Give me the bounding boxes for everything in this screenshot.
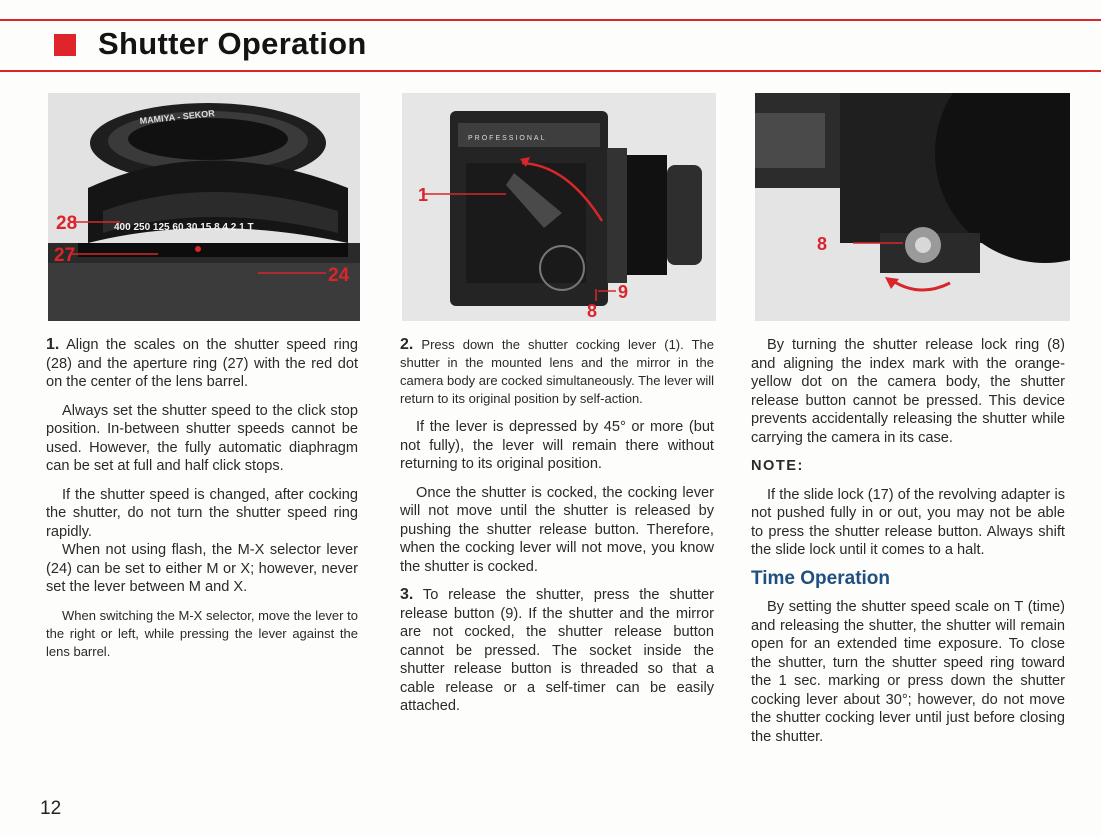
- callout-9: 9: [618, 282, 629, 302]
- text-column-2: [400, 336, 714, 726]
- release-lock-photo: [755, 93, 1070, 321]
- callout-24: 24: [328, 265, 350, 286]
- callout-1: 1: [418, 185, 429, 205]
- time-operation-heading: Time Operation: [751, 567, 891, 589]
- mx-selector-paragraph: When not using flash, the M-X selector lever (24) can be set to either M or X; however, never set the lever between M and X.: [46, 542, 358, 595]
- text-column-1: [46, 336, 358, 671]
- cocked-state-paragraph: Once the shutter is cocked, the cocking lever will not move until the shutter is released by pushing the shutter release button. Therefore, when the cocking lever will not move, you know the shutter is cocked.: [400, 484, 714, 575]
- note-paragraph: If the slide lock (17) of the revolving adapter is not pushed fully in or out, you may not be able to press the shutter release button. Always shift the slide lock until it comes to a halt.: [751, 486, 1065, 558]
- step-2-paragraph: [400, 336, 714, 408]
- lens-name-text: MAMIYA - SEKOR: [139, 108, 216, 126]
- callout-8: 8: [587, 301, 598, 321]
- page-number: 12: [40, 798, 62, 819]
- step-1-number: 1.: [46, 336, 60, 353]
- header-top-rule: [0, 19, 1101, 21]
- callout-28: 28: [56, 213, 78, 234]
- release-lock-paragraph: By turning the shutter release lock ring (8) and aligning the index mark with the orange-yellow dot on the camera body, the shutter release button cannot be pressed. This device prevents accidentally releasing the shutter while carrying the camera in its case.: [751, 337, 1065, 446]
- text-column-3: [751, 336, 1065, 756]
- shutter-click-stop-paragraph: Always set the shutter speed to the click stop position. In-between shutter speeds cannot be used. However, the fully automatic diaphragm can be set at full and half click stops.: [46, 402, 358, 474]
- callout-8-lock: 8: [817, 234, 828, 254]
- index-red-dot: [195, 246, 201, 252]
- camera-body-photo: [402, 93, 716, 321]
- mx-switching-paragraph: When switching the M-X selector, move the lever to the right or left, while pressing the lever against the lens barrel.: [46, 607, 358, 659]
- step-2-number: 2.: [400, 336, 414, 353]
- time-operation-paragraph: By setting the shutter speed scale on T (time) and releasing the shutter, the shutter will remain open for an extended time exposure. To close the shutter, turn the shutter speed ring toward the 1 sec. marking or press down the shutter cocking lever about 30°; however, do not move the shutter cocking lever until just before closing the shutter.: [751, 599, 1065, 745]
- title-marker-square: [54, 34, 76, 56]
- step-3-number: 3.: [400, 586, 414, 603]
- shutter-speed-scale-text: 400 250 125 60 30 15 8 4 2 1 T: [114, 222, 254, 233]
- page-title: Shutter Operation: [98, 26, 367, 61]
- note-heading: NOTE:: [751, 458, 804, 474]
- step-1-text: Align the scales on the shutter speed ring (28) and the aperture ring (27) with the red dot on the center of the lens barrel.: [46, 337, 359, 390]
- step-1-paragraph: [46, 336, 358, 392]
- callout-27: 27: [54, 245, 76, 266]
- speed-change-paragraph: If the shutter speed is changed, after cocking the shutter, do not turn the shutter speed ring rapidly.: [46, 486, 358, 540]
- lever-45-paragraph: If the lever is depressed by 45° or more (but not fully), the lever will remain there without returning to its original position.: [400, 419, 714, 472]
- lens-scale-photo: [48, 93, 360, 321]
- camera-brand-text: PROFESSIONAL: [468, 135, 547, 142]
- step-3-paragraph: [400, 586, 714, 716]
- step-2-text: Press down the shutter cocking lever (1). The shutter in the mounted lens and the mirror in the camera body are cocked simultaneously. The lever will return to its original position by self-action.: [400, 337, 714, 406]
- step-3-text: To release the shutter, press the shutter release button (9). If the shutter and the mirror are not cocked, the shutter release button cannot be pressed. The socket inside the shutter release button is threaded so that a cable release or a self-timer can be easily attached.: [400, 587, 714, 714]
- header-bottom-rule: [0, 70, 1101, 72]
